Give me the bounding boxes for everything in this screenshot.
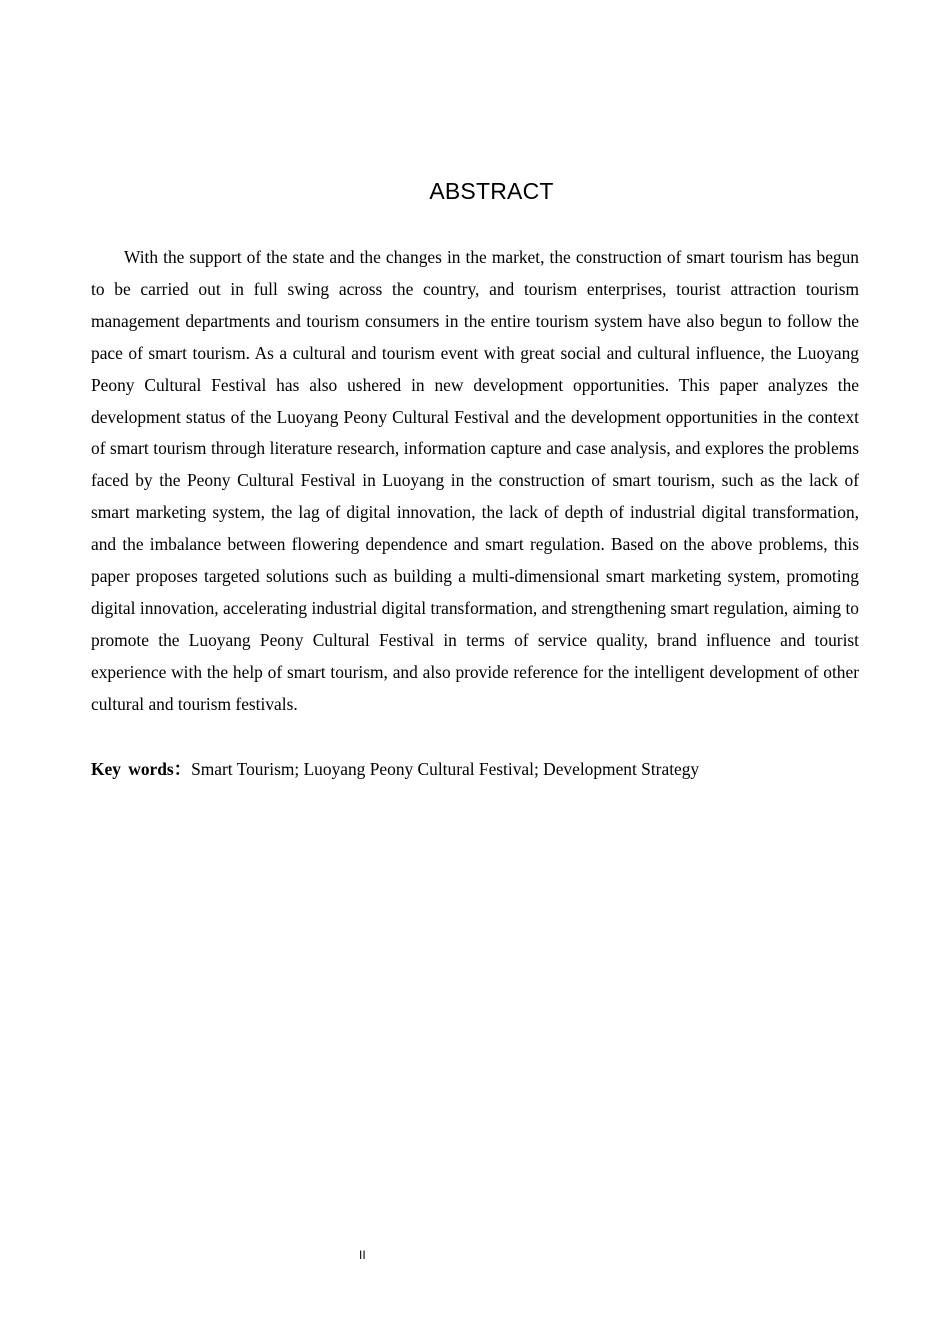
abstract-body: With the support of the state and the changes in the market, the construction of smart tourism has begun to be carried out in full swing across the country, and tourism enterprises, tourist attraction tourism management departments and tourism consumers in the entire tourism system have also begun to follow the pace of smart tourism. As a cultural and tourism event with great social and cultural influence, the Luoyang Peony Cultural Festival has also ushered in new development opportunities. This paper analyzes the development status of the Luoyang Peony Cultural Festival and the development opportunities in the context of smart tourism through literature research, information capture and case analysis, and explores the problems faced by the Peony Cultural Festival in Luoyang in the construction of smart tourism, such as the lack of smart marketing system, the lag of digital innovation, the lack of depth of industrial digital transformation, and the imbalance between flowering dependence and smart regulation. Based on the above problems, this paper proposes targeted solutions such as building a multi-dimensional smart marketing system, promoting digital innovation, accelerating industrial digital transformation, and strengthening smart regulation, aiming to promote the Luoyang Peony Cultural Festival in terms of service quality, brand influence and tourist experience with the help of smart tourism, and also provide reference for the intelligent development of other cultural and tourism festivals.: [91, 247, 859, 714]
abstract-title: ABSTRACT: [429, 178, 554, 204]
keywords-value: Smart Tourism; Luoyang Peony Cultural Festival; Development Strategy: [191, 759, 700, 779]
page-number: II: [359, 1248, 366, 1262]
keywords-label: Key words：: [91, 759, 192, 779]
keywords-line: [91, 754, 891, 784]
